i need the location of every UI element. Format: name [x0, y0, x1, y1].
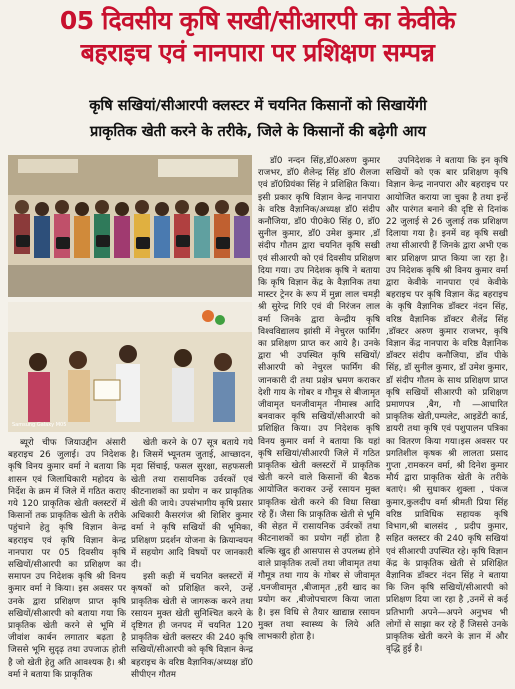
article-column-4 [386, 155, 508, 685]
headline-line-1: 05 दिवसीय कृषि सखी/सीआरपी का केवीके [59, 6, 456, 35]
article-column-1 [8, 437, 126, 685]
photo-credit: Samsung Galaxy M05 [12, 422, 67, 428]
certificate-photo-illustration [8, 302, 252, 432]
article-paragraph: खेती करने के 07 सूत्र बताये गये है। जिसमें भ्यूनतम जुताई, आच्छादन, मृदा सिंचाई, फसल सुरक्षा, सहफसली खेती तथा रासायनिक उर्वरकों एवं कीटनाशकों का प्रयोग न कर प्राकृतिक खेती की जाये। उपसंभागीय कृषि प्रसार अधिकारी कैसरगंज श्री शिशिर कुमार वर्मा ने कृषि सखियों की भूमिका, प्रशिक्षण प्रदर्शन योजना के क्रियान्वयन में सहयोग आदि विषयों पर जानकारी दी। [131, 438, 253, 571]
subheadline-line-2: प्राकृतिक खेती करने के तरीके, जिले के किसानों की बढ़ेगी आय [90, 123, 426, 140]
article-paragraph: इसी कड़ी में चयनित क्लस्टरों में कृषकों को प्रशिक्षित करने, उन्हें प्राकृतिक खेती से जागरूक करने तथा रसायन मुक्त खेती सुनिश्चित करने के दृष्टिगत ही जनपद में चयनित 120 प्राकृतिक खेती क्लस्टर की 240 कृषि सखियों/सीआरपी को कृषि विज्ञान केन्द्र बहराइच के वरिष्ठ वैज्ञानिक/अध्यक्ष डॉ0 सीपीएन गौतम [131, 572, 253, 680]
group-photo [8, 155, 252, 297]
subheadline-line-1: कृषि सखियां/सीआरपी क्लस्टर में चयनित किसानों को सिखायेंगी [89, 97, 427, 114]
headline-line-2: बहराइच एवं नानपारा पर प्रशिक्षण सम्पन्न [80, 38, 435, 67]
article-paragraph: उपनिदेशक ने बताया कि इन कृषि सखियों को एक बार प्रशिक्षण कृषि विज्ञान केन्द्र नानपारा और बहराइच पर आयोजित कराया जा चुका है तथा इन्हें और पारंगत बनाने की दृष्टि से दिनांक 22 जुलाई से 26 जुलाई तक प्रशिक्षण दिलाया गया है। इनमें वह कृषि सखी तथा सीआरपी हैं जिनके द्वारा अभी एक बार प्रशिक्षण प्राप्त किया जा रहा है। उप निदेशक कृषि श्री विनय कुमार वर्मा द्वारा केवीके नानपारा एवं केवीके बहराइच पर कृषि विज्ञान केंद्र बहराइच के कृषि वैज्ञानिक डॉक्टर नंदन सिंह, वरिष्ठ वैज्ञानिक डॉक्टर शैलेंद्र सिंह ,डॉक्टर अरुण कुमार राजभर, कृषि विज्ञान केंद्र नानपारा के वरिष्ठ वैज्ञानिक डॉक्टर संदीप कनौजिया, डॉव पीके सिंह, डॉ सुनील कुमार, डॉ उमेश कुमार, डॉ संदीप गौतम के साथ प्रशिक्षण प्राप्त कृषि सखियों सीआरपी को प्रशिक्षण प्रमाणपत्र ,बैग, गौ —आधारित प्राकृतिक खेती,पम्पलेट, आइडेंटी कार्ड, डायरी तथा कृषि एवं पशुपालन पत्रिका का वितरण किया गया।इस अवसर पर प्रगतिशील कृषक श्री लालता प्रसाद गुप्ता ,रामकरन वर्मा, श्री दिनेश कुमार मौर्य द्वारा प्राकृतिक खेती के तरीके बताएं। श्री सुधाकर शुक्ला , पंकज कुमार,कुलदीप वर्मा श्रीमती प्रिया सिंह वरिष्ठ प्राविधिक सहायक कृषि विभाग,श्री बालसंद , प्रदीप कुमार, सहित क्लस्टर की 240 कृषि सखियां एवं सीआरपी उपस्थित रहे। कृषि विज्ञान केंद्र के प्राकृतिक खेती से प्रशिक्षित वैज्ञानिक डॉक्टर नंदन सिंह ने बताया कि जिन कृषि सखियों/सीआरपी को प्रशिक्षण दिया जा रहा है ,उनमें से कई प्रतिभागी अपने—अपने अनुभव भी लोगों से साझा कर रहे हैं जिससे उनके प्राकृतिक खेती करने के ज्ञान में और वृद्धि हुई है। [386, 156, 508, 655]
article-column-3 [258, 155, 380, 685]
certificate-photo [8, 302, 252, 432]
article-paragraph: ब्यूरो चीफ जियाउद्दीन अंसारी बहराइच 26 जुलाई। उप निदेशक कृषि विनय कुमार वर्मा ने बताया कि शासन एवं जिलाधिकारी महोदय के निर्देश के क्रम में जिले में गठित कराए गये 120 प्राकृतिक खेती क्लस्टरों में किसानों तक प्राकृतिक खेती के तरीके पहुंचाने हेतु कृषि विज्ञान केन्द्र बहराइच एवं कृषि विज्ञान केन्द्र नानपारा पर 05 दिवसीय कृषि सखियों/सीआरपी का प्रशिक्षण का समापन उप निदेशक कृषि श्री विनय कुमार वर्मा ने किया। इस अवसर पर उनके द्वारा प्रशिक्षण प्राप्त कृषि सखियों/सीआरपी को बताया गया कि प्राकृतिक खेती करने से भूमि में जीवांश कार्बन लगातार बढ़ता है जिससे भूमि सुदृढ़ तथा उपजाऊ होती है जो खेती हेतु अति आवश्यक है। श्री वर्मा ने बताया कि प्राकृतिक [8, 438, 126, 680]
group-photo-illustration [8, 155, 252, 297]
subheadline [8, 93, 508, 145]
headline [6, 4, 509, 69]
article-column-2 [131, 437, 253, 685]
article-paragraph: डॉ0 नन्दन सिंह,डॉ0अरुण कुमार राजभर, डॉ0 शैलेन्द्र सिंह डॉ0 शैलजा एवं डॉ0प्रियंका सिंह ने प्रशिक्षित किया। इसी प्रकार कृषि विज्ञान केन्द्र नानपारा के वरिष्ठ वैज्ञानिक/अध्यक्ष डॉ0 संदीप कनौजिया, डॉ0 पी0के0 सिंह 0, डॉ0 सुनील कुमार, डॉ0 उमेश कुमार ,डॉ संदीप गौतम द्वारा चयनित कृषि सखी एवं सीआरपी को एवं दिवसीय प्रशिक्षण दिया गया। उप निदेशक कृषि ने बताया कि कृषि विज्ञान केंद्र के वैज्ञानिक तथा मास्टर ट्रेनर के रूप में मुन्ना लाल चमड़ी श्री सुरेन्द्र गिरि एवं वी निरंजन लाल वर्मा जिनके द्वारा केन्द्रीय कृषि विश्वविद्यालय झांसी में नेचुरल फार्मिंग का प्रशिक्षण प्राप्त कर आये है। उनके द्वारा भी उपस्थित कृषि सखियों/सीआरपी को नेचुरल फार्मिंग की जानकारी दी तथा प्रक्षेत्र भ्रमण कराकर देशी गाय के गोबर व गौमूत्र से बीजामृत जीवामृत घनजीवामृत नीमास्त्र आदि बनवाकर कृषि सखियों/सीआरपी को प्रशिक्षित किया। उप निदेशक कृषि विनय कुमार वर्मा ने बताया कि यहां कृषि सखियां/सीआरपी जिले में गठित प्राकृतिक खेती क्लस्टरों में प्राकृतिक खेती करने वाले किसानों की बैठक आयोजित कराकर उन्हें रसायन मुक्त प्राकृतिक खेती करने की विधा सिखा रहे हैं। जैसा कि प्राकृतिक खेती से भूमि की सेहत में रासायनिक उर्वरकों तथा कीटनाशकों का प्रयोग नहीं होता है बल्कि खुद ही आसपास से उपलब्ध होने वाले प्राकृतिक तत्वों तथा जीवामृत तथा गौमूत्र तथा गाय के गोबर से जीवामृत ,घनजीवामृत ,बीजामृत ,हरी खाद का प्रयोग कर ,बीजोपचारण किया जाता है। इस विधि से तैयार खाद्यान्न रसायन मुक्त तथा स्वास्थ्य के लिये अति लाभकारी होता है। [258, 156, 380, 642]
